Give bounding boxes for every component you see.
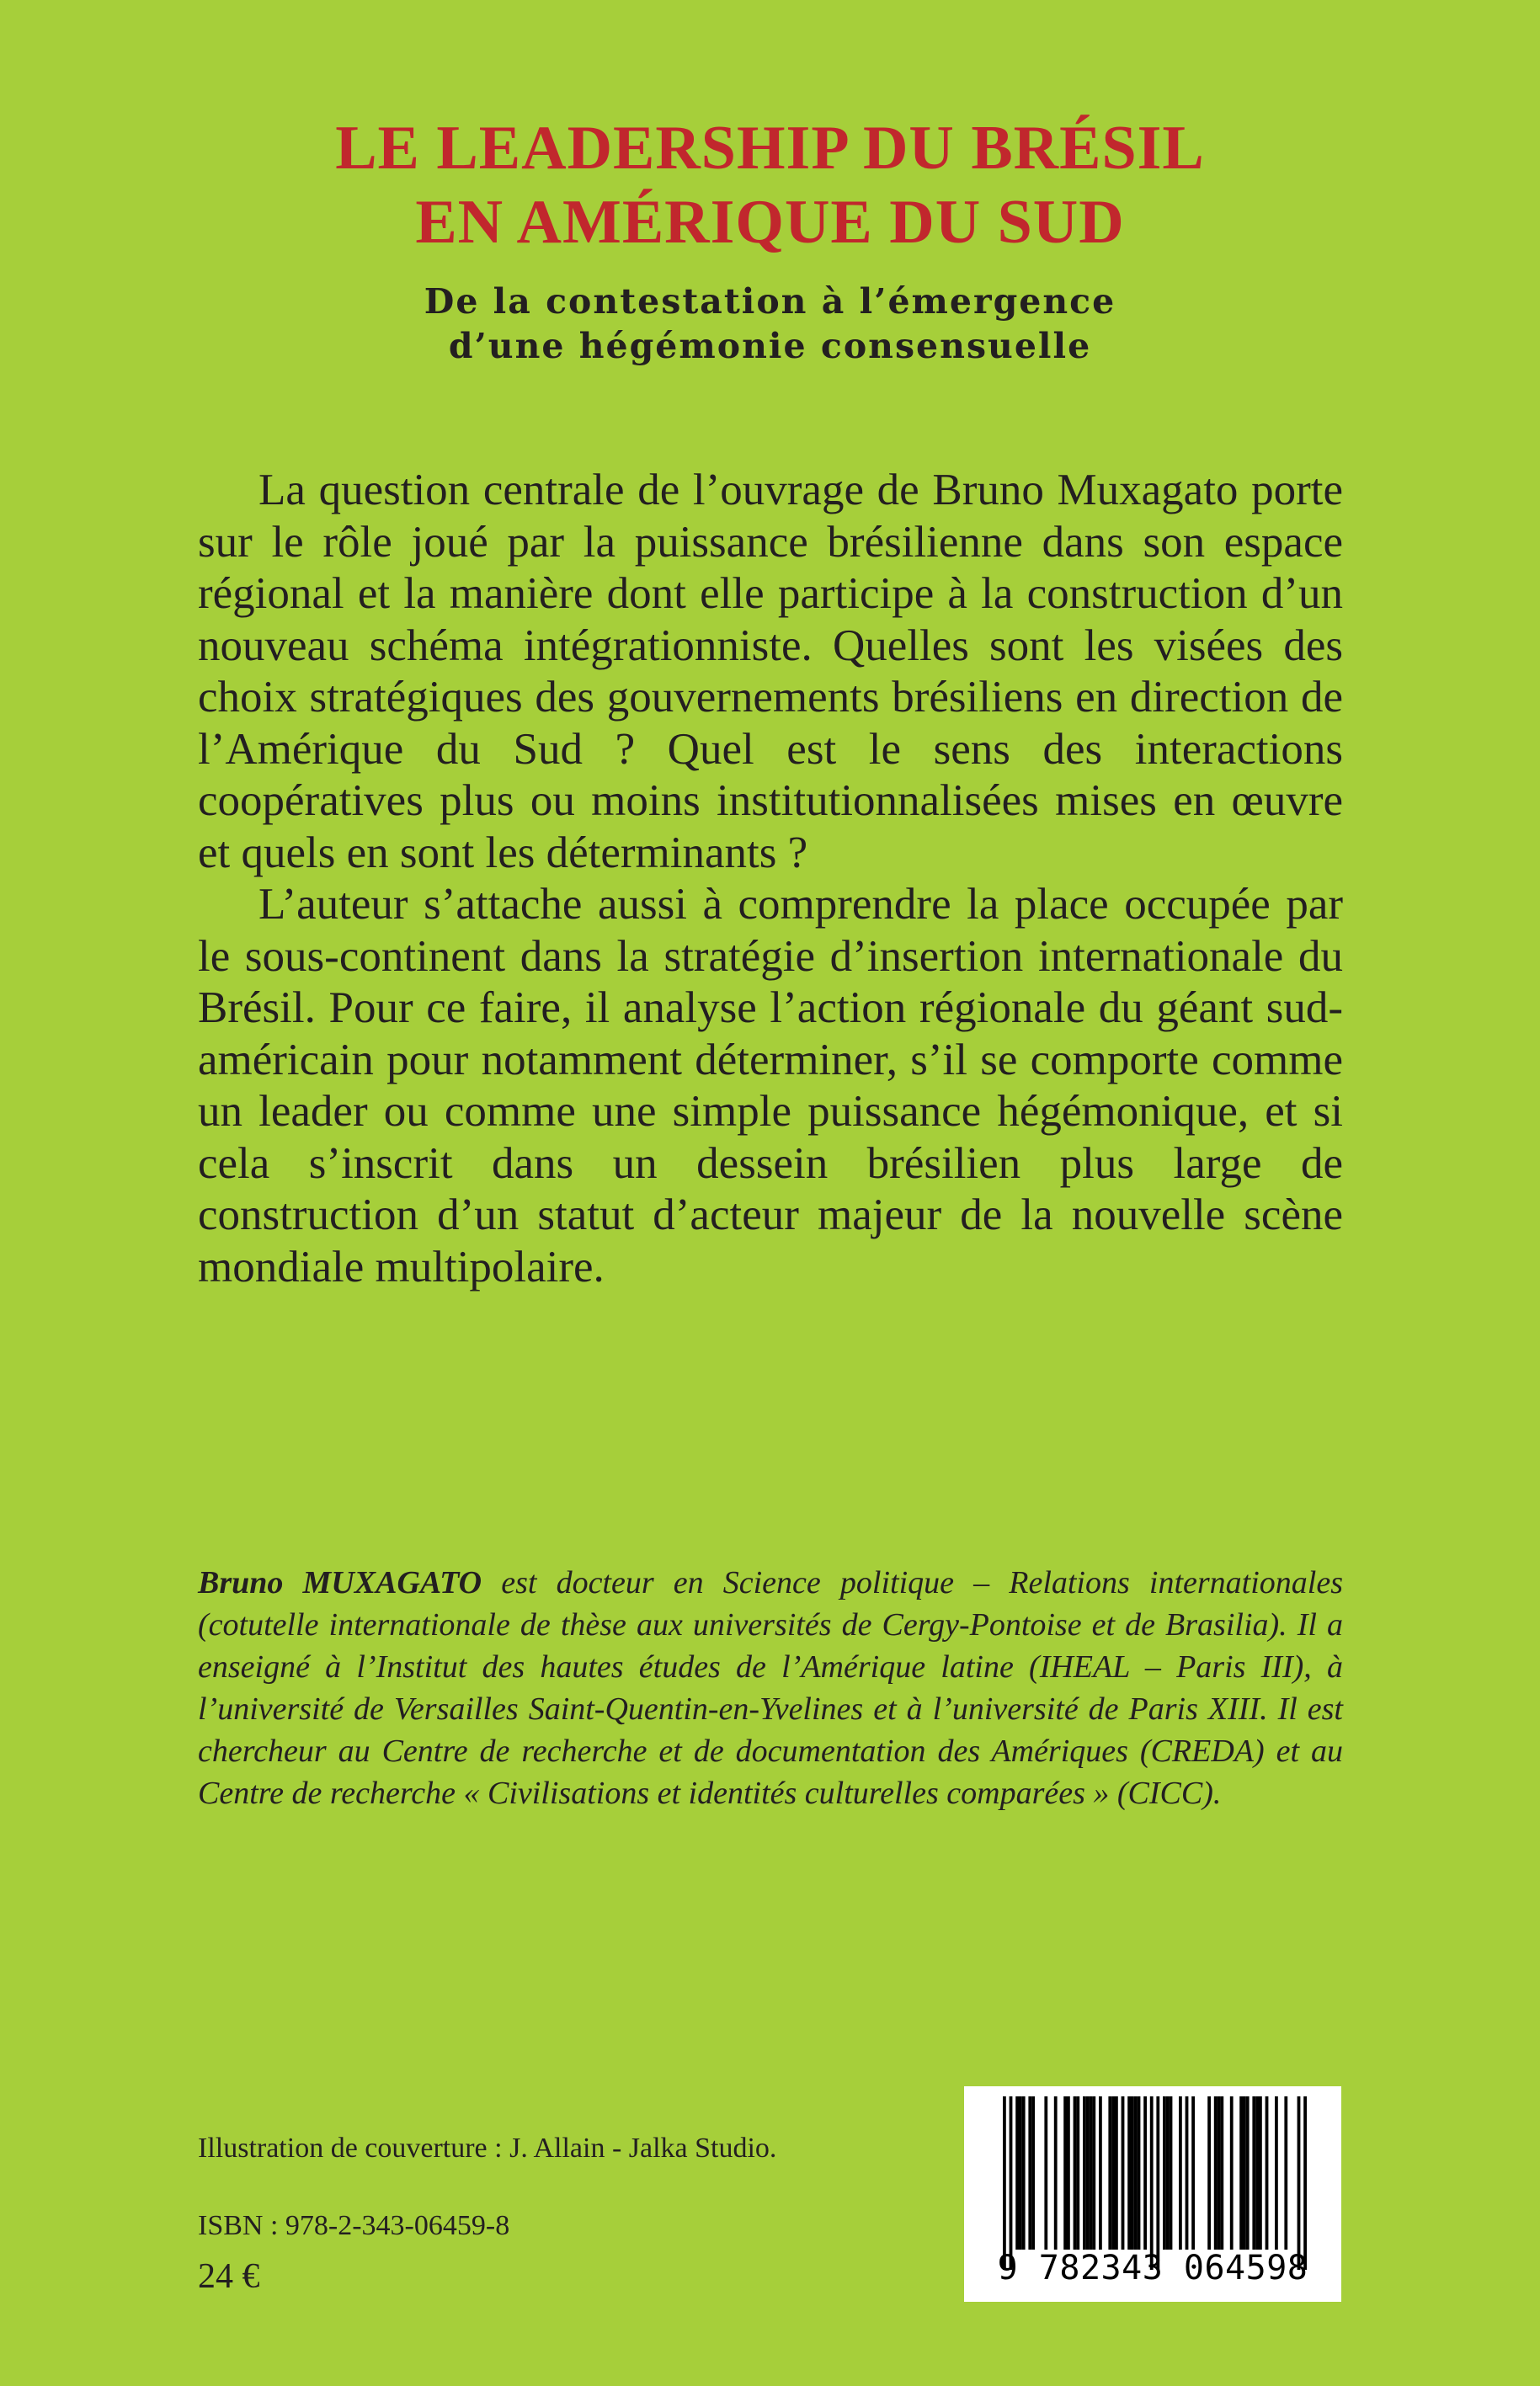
barcode-bar (1019, 2096, 1022, 2250)
book-description (198, 465, 1343, 1293)
author-biography (198, 1562, 1343, 1814)
price: 24 € (198, 2257, 260, 2296)
barcode-bar (1218, 2096, 1221, 2250)
barcode-bar (1131, 2096, 1134, 2250)
barcode-bar (1063, 2096, 1067, 2250)
book-title-line-2: EN AMÉRIQUE DU SUD (415, 188, 1125, 257)
book-title-line-1: LE LEADERSHIP DU BRÉSIL (335, 114, 1205, 183)
barcode-bar (1127, 2096, 1131, 2250)
book-subtitle-line-2: d’une hégémonie consensuelle (448, 326, 1092, 366)
barcode-bar (1010, 2096, 1013, 2270)
barcode-bar (1214, 2096, 1218, 2250)
barcode-bar (1207, 2096, 1211, 2250)
barcode-bar (1099, 2096, 1102, 2250)
description-paragraph-1: La question centrale de l’ouvrage de Bruno Muxagato porte sur le rôle joué par la puissance brésilienne dans son espace régional et la manière dont elle participe à la construction d’un nouveau schéma intégrationniste. Quelles sont les visées des choix stratégiques des gouvernements brésiliens en direction de l’Amérique du Sud ? Quel est le sens des interactions coopératives plus ou moins institutionnalisées mises en œuvre et quels en sont les déterminants ? (198, 466, 1343, 877)
barcode-bar (1044, 2096, 1047, 2250)
barcode-bar (1246, 2096, 1250, 2250)
barcode-bar (1090, 2096, 1093, 2250)
barcode-bar (1031, 2096, 1035, 2250)
barcode-bar (1122, 2096, 1125, 2250)
barcode-bar (1259, 2096, 1262, 2250)
barcode-bar (1028, 2096, 1031, 2250)
barcode-bar (1074, 2096, 1077, 2250)
barcode-bar (1003, 2096, 1006, 2270)
barcode-bar (1067, 2096, 1070, 2250)
barcode-bar (1083, 2096, 1086, 2250)
barcode (964, 2086, 1341, 2302)
isbn: ISBN : 978-2-343-06459-8 (198, 2210, 510, 2241)
barcode-bar (1022, 2096, 1026, 2250)
barcode-bar (1284, 2096, 1287, 2250)
barcode-bar (1134, 2096, 1138, 2250)
barcode-bar (1275, 2096, 1278, 2250)
author-name: Bruno MUXAGATO (198, 1565, 482, 1600)
barcode-bar (1054, 2096, 1058, 2250)
barcode-bar (1108, 2096, 1111, 2250)
author-biography-text: est docteur en Science politique – Relations internationales (cotutelle internationale de thèse aux universités de Cergy-Pontoise et de Brasilia). Il a enseigné à l’Institut des hautes études de l’Amérique latine (IHEAL – Paris III), à l’université de Versailles Saint-Quentin-en-Yvelines et à l’université de Paris XIII. Il est chercheur au Centre de recherche et de documentation des Amériques (CREDA) et au Centre de recherche « Civilisations et identités culturelles comparées » (CICC). (198, 1565, 1343, 1811)
barcode-bar (1255, 2096, 1259, 2250)
barcode-bar (1179, 2096, 1182, 2250)
barcode-bar (1143, 2096, 1147, 2250)
barcode-bar (1015, 2096, 1019, 2250)
barcode-bar (1220, 2096, 1223, 2250)
barcode-bar (1186, 2096, 1189, 2250)
barcode-digits: 9 782343 064598 (997, 2249, 1308, 2287)
illustration-credit: Illustration de couverture : J. Allain - Jalka Studio. (198, 2133, 777, 2164)
barcode-bar (1239, 2096, 1243, 2250)
book-subtitle-line-1: De la contestation à l’émergence (424, 281, 1116, 322)
barcode-bar (1266, 2096, 1269, 2250)
barcode-bar (1303, 2096, 1307, 2270)
barcode-bar (1166, 2096, 1170, 2250)
barcode-bar (1191, 2096, 1195, 2250)
barcode-bar (1092, 2096, 1095, 2250)
barcode-bar (1163, 2096, 1166, 2250)
barcode-bar (1298, 2096, 1301, 2270)
barcode-bar (1076, 2096, 1079, 2250)
barcode-bar (1230, 2096, 1234, 2250)
description-paragraph-2: L’auteur s’attache aussi à comprendre la place occupée par le sous-continent dans la stratégie d’insertion internationale du Brésil. Pour ce faire, il analyse l’action régionale du géant sud-américain pour notamment déterminer, s’il se comporte comme un leader ou comme une simple puissance hégémonique, et si cela s’inscrit dans un dessein brésilien plus large de construction d’un statut d’acteur majeur de la nouvelle scène mondiale multipolaire. (198, 880, 1343, 1292)
barcode-bar (1138, 2096, 1141, 2250)
barcode-bar (1243, 2096, 1246, 2250)
barcode-bar (1170, 2096, 1173, 2250)
barcode-bar (1156, 2096, 1159, 2270)
barcode-bar (1111, 2096, 1115, 2250)
barcode-bar (1115, 2096, 1118, 2250)
barcode-bar (1252, 2096, 1255, 2250)
barcode-bar (1150, 2096, 1154, 2270)
barcode-bar (1086, 2096, 1090, 2250)
